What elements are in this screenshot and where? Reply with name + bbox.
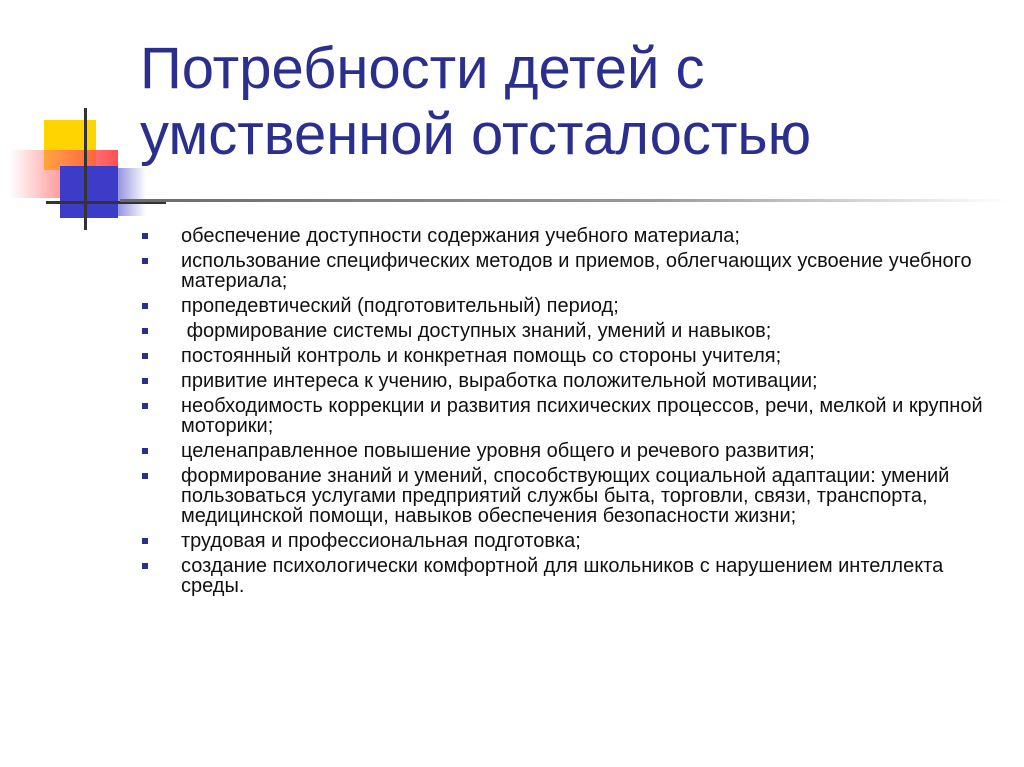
bullet-item xyxy=(142,251,1002,291)
bullet-text: целенаправленное повышение уровня общего и речевого развития; xyxy=(181,440,815,462)
bullet-text: привитие интереса к учению, выработка положительной мотивации; xyxy=(181,370,818,392)
square-bullet-icon xyxy=(142,233,148,239)
bullet-item xyxy=(142,466,1002,526)
deco-blue-fade xyxy=(110,168,146,216)
title-divider xyxy=(120,199,1010,202)
bullet-item xyxy=(142,321,1002,341)
square-bullet-icon xyxy=(142,303,148,309)
bullet-item xyxy=(142,556,1002,596)
bullet-text: необходимость коррекции и развития психических процессов, речи, мелкой и крупной моторики; xyxy=(181,395,983,437)
bullet-text: постоянный контроль и конкретная помощь со стороны учителя; xyxy=(181,345,782,367)
bullet-item xyxy=(142,296,1002,316)
bullet-list xyxy=(142,226,1002,601)
square-bullet-icon xyxy=(142,378,148,384)
bullet-text: использование специфических методов и приемов, облегчающих усвоение учебного материала; xyxy=(181,250,972,292)
bullet-text: обеспечение доступности содержания учебного материала; xyxy=(181,225,740,247)
square-bullet-icon xyxy=(142,563,148,569)
square-bullet-icon xyxy=(142,538,148,544)
square-bullet-icon xyxy=(142,328,148,334)
square-bullet-icon xyxy=(142,258,148,264)
bullet-text: создание психологически комфортной для школьников с нарушением интеллекта среды. xyxy=(181,555,944,597)
bullet-item xyxy=(142,441,1002,461)
deco-vertical-line xyxy=(84,108,87,230)
bullet-text: формирование системы доступных знаний, умений и навыков; xyxy=(181,320,772,342)
square-bullet-icon xyxy=(142,473,148,479)
bullet-text: трудовая и профессиональная подготовка; xyxy=(181,530,581,552)
bullet-item xyxy=(142,531,1002,551)
square-bullet-icon xyxy=(142,403,148,409)
bullet-item xyxy=(142,346,1002,366)
bullet-text: формирование знаний и умений, способствующих социальной адаптации: умений пользоваться услугами предприятий службы быта, торговли, связи, транспорта, медицинской помощи, навыков обеспечения безопасности жизни; xyxy=(181,465,950,527)
square-bullet-icon xyxy=(142,448,148,454)
bullet-item xyxy=(142,226,1002,246)
slide-title: Потребности детей с умственной отсталостью xyxy=(140,36,812,167)
square-bullet-icon xyxy=(142,353,148,359)
bullet-item xyxy=(142,371,1002,391)
bullet-text: пропедевтический (подготовительный) период; xyxy=(181,295,619,317)
bullet-item xyxy=(142,396,1002,436)
